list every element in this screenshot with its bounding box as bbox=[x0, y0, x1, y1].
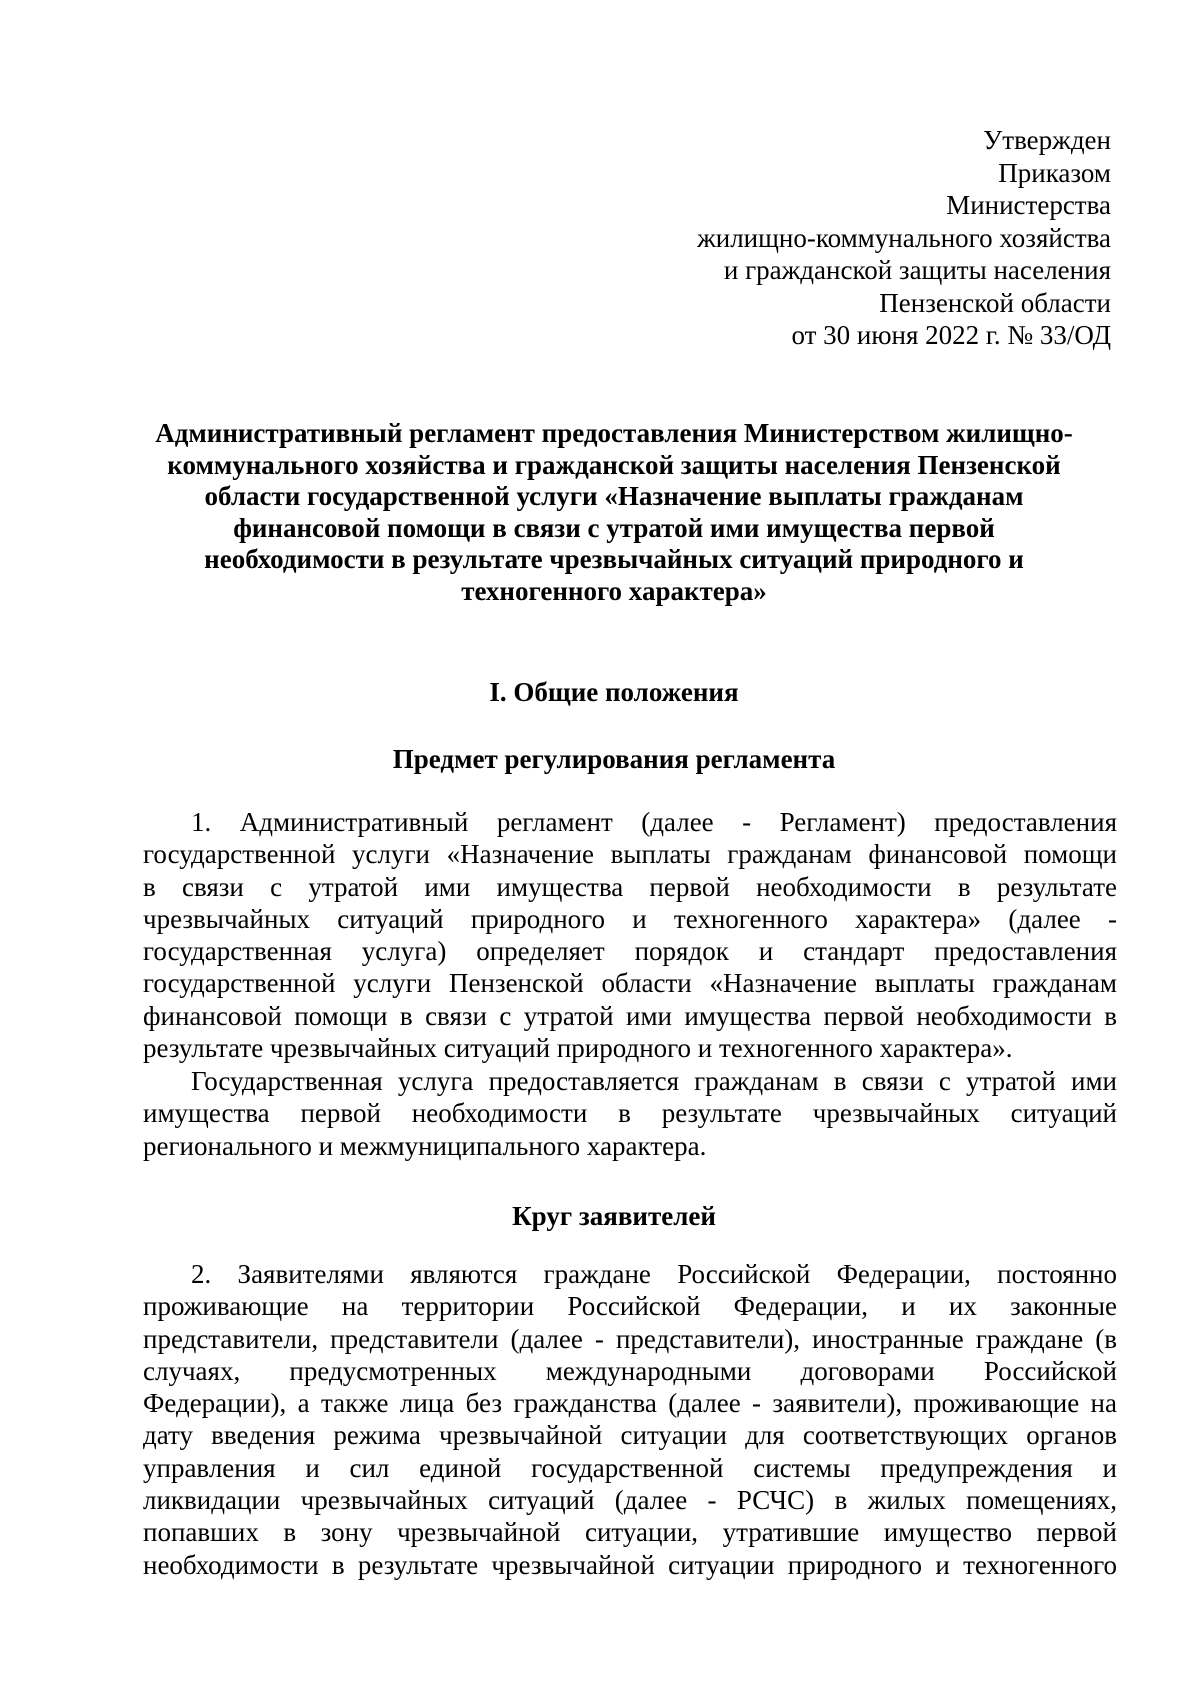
paragraph-line: в связи с утратой ими имущества первой необходимости в результате bbox=[143, 871, 1117, 902]
paragraph-line: необходимости в результате чрезвычайной ситуации природного и техногенного bbox=[143, 1549, 1117, 1580]
section-heading: I. Общие положения bbox=[489, 677, 739, 707]
title-line: техногенного характера» bbox=[461, 575, 767, 606]
paragraph-line: ликвидации чрезвычайных ситуаций (далее - РСЧС) в жилых помещениях, bbox=[143, 1485, 1117, 1516]
approval-line: и гражданской защиты населения bbox=[723, 255, 1111, 285]
approval-block bbox=[551, 124, 1111, 352]
paragraph-line: 1. Административный регламент (далее - Регламент) предоставления bbox=[191, 807, 1117, 837]
paragraph-line: чрезвычайных ситуаций природного и техногенного характера» (далее - bbox=[143, 903, 1117, 934]
paragraph-line: дату введения режима чрезвычайной ситуации для соответствующих органов bbox=[143, 1420, 1117, 1451]
paragraph-line: случаях, предусмотренных международными договорами Российской bbox=[143, 1355, 1117, 1386]
paragraph-line: представители, представители (далее - представители), иностранные граждане (в bbox=[143, 1323, 1117, 1354]
paragraph-line: Федерации), а также лица без гражданства (далее - заявители), проживающие на bbox=[143, 1388, 1117, 1419]
paragraph-2 bbox=[143, 1065, 1117, 1162]
title-line: Административный регламент предоставления Министерством жилищно- bbox=[155, 418, 1073, 448]
paragraph-line: государственной услуги «Назначение выплаты гражданам финансовой помощи bbox=[143, 839, 1117, 870]
paragraph-3 bbox=[143, 1258, 1117, 1581]
paragraph-line: Государственная услуга предоставляется гражданам в связи с утратой ими bbox=[191, 1066, 1117, 1096]
document-title bbox=[134, 418, 1094, 608]
approval-line: Приказом bbox=[998, 157, 1111, 188]
title-line: необходимости в результате чрезвычайных ситуаций природного и bbox=[204, 544, 1024, 575]
approval-line: жилищно-коммунального хозяйства bbox=[697, 222, 1111, 253]
paragraph-line: попавших в зону чрезвычайной ситуации, утратившие имущество первой bbox=[143, 1517, 1117, 1548]
title-line: коммунального хозяйства и гражданской защиты населения Пензенской bbox=[167, 449, 1061, 480]
paragraph-1 bbox=[143, 806, 1117, 1064]
approval-line: от 30 июня 2022 г. № 33/ОД bbox=[791, 320, 1111, 350]
paragraph-line: государственная услуга) определяет порядок и стандарт предоставления bbox=[143, 936, 1117, 967]
paragraph-line: результате чрезвычайных ситуаций природного и техногенного характера». bbox=[143, 1033, 1013, 1064]
paragraph-line: финансовой помощи в связи с утратой ими имущества первой необходимости в bbox=[143, 1000, 1117, 1031]
paragraph-line: управления и сил единой государственной системы предупреждения и bbox=[143, 1452, 1117, 1483]
paragraph-line: имущества первой необходимости в результате чрезвычайных ситуаций bbox=[143, 1098, 1117, 1129]
paragraph-line: проживающие на территории Российской Федерации, и их законные bbox=[143, 1291, 1117, 1322]
subsection-heading: Круг заявителей bbox=[512, 1201, 716, 1231]
subsection-heading: Предмет регулирования регламента bbox=[392, 744, 836, 774]
paragraph-line: государственной услуги Пензенской области «Назначение выплаты гражданам bbox=[143, 968, 1117, 999]
title-line: финансовой помощи в связи с утратой ими имущества первой bbox=[233, 512, 995, 543]
approval-line: Утвержден bbox=[983, 125, 1111, 155]
approval-line: Пензенской области bbox=[879, 287, 1111, 318]
paragraph-line: 2. Заявителями являются граждане Российской Федерации, постоянно bbox=[191, 1259, 1117, 1289]
paragraph-line: регионального и межмуниципального характера. bbox=[143, 1130, 707, 1161]
approval-line: Министерства bbox=[946, 190, 1111, 220]
title-line: области государственной услуги «Назначение выплаты гражданам bbox=[204, 481, 1024, 512]
